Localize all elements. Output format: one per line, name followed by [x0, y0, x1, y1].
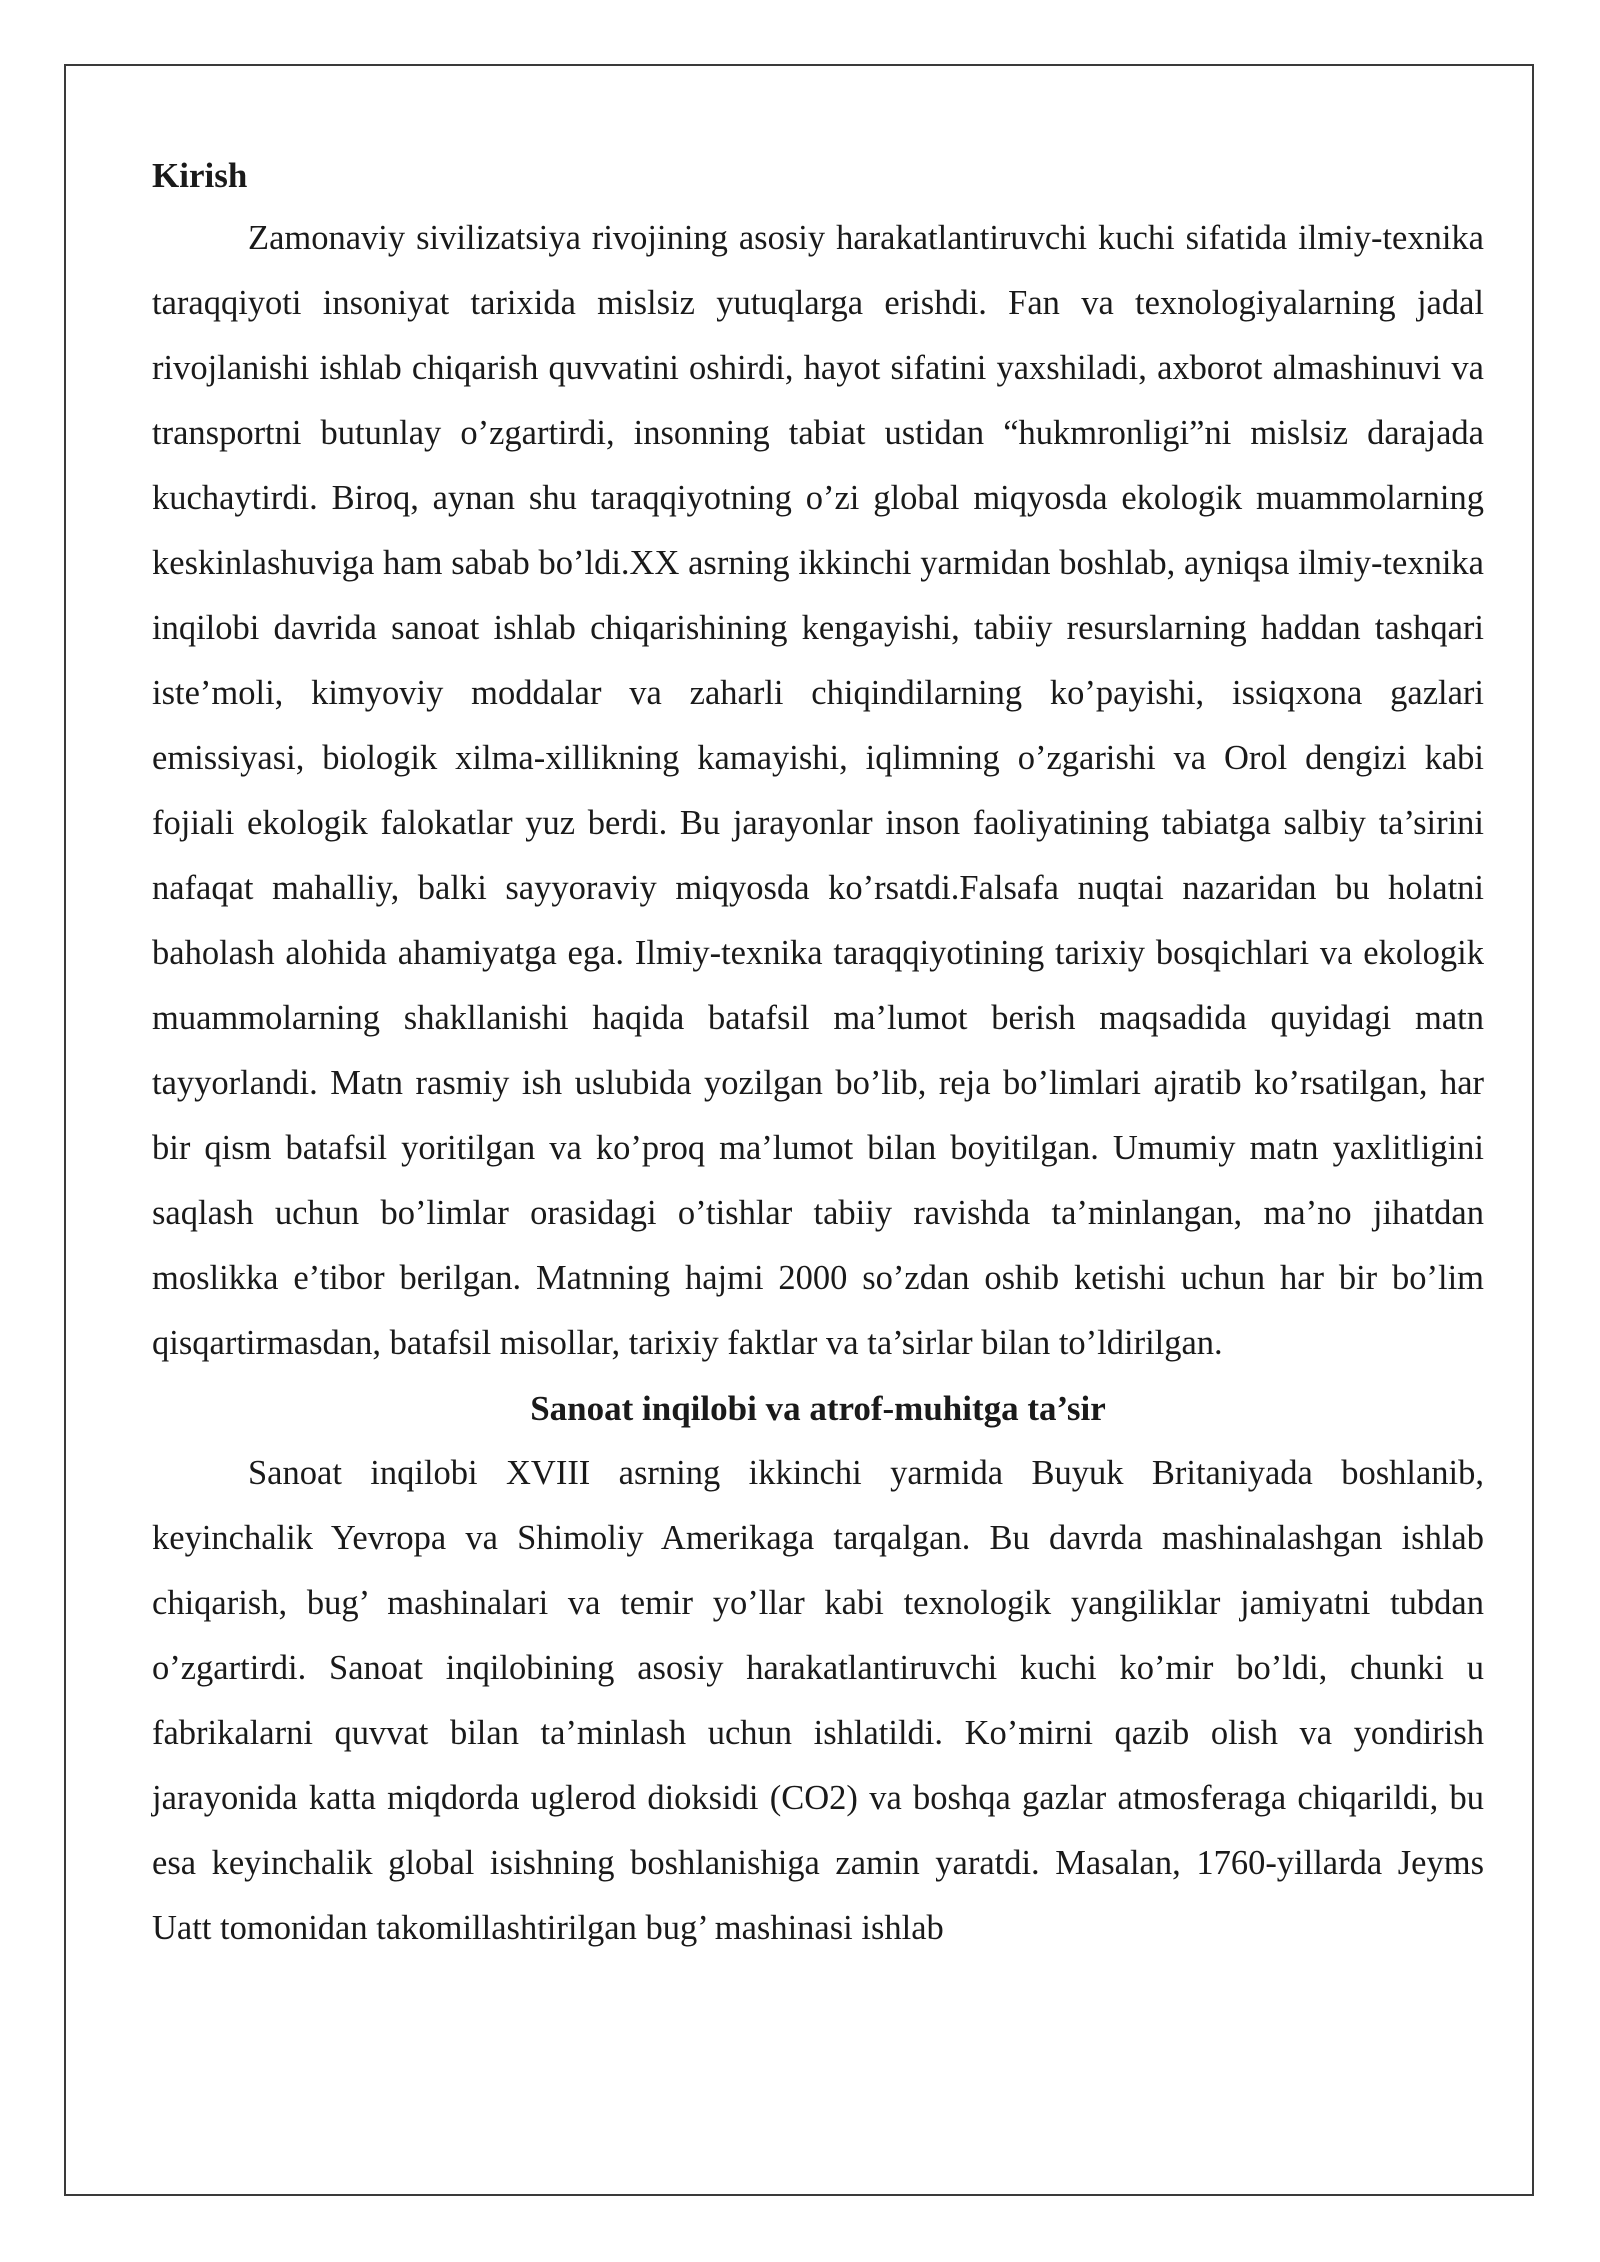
intro-paragraph: Zamonaviy sivilizatsiya rivojining asosiy harakatlantiruvchi kuchi sifatida ilmiy-texnika taraqqiyoti insoniyat tarixida mislsiz yutuqlarga erishdi. Fan va texnologiyalarning jadal rivojlanishi ishlab chiqarish quvvatini oshirdi, hayot sifatini yaxshiladi, axborot almashinuvi va transportni butunlay o’zgartirdi, insonning tabiat ustidan “hukmronligi”ni mislsiz darajada kuchaytirdi. Biroq, aynan shu taraqqiyotning o’zi global miqyosda ekologik muammolarning keskinlashuviga ham sabab bo’ldi.XX asrning ikkinchi yarmidan boshlab, ayniqsa ilmiy-texnika inqilobi davrida sanoat ishlab chiqarishining kengayishi, tabiiy resurslarning haddan tashqari iste’moli, kimyoviy moddalar va zaharli chiqindilarning ko’payishi, issiqxona gazlari emissiyasi, biologik xilma-xillikning kamayishi, iqlimning o’zgarishi va Orol dengizi kabi fojiali ekologik falokatlar yuz berdi. Bu jarayonlar inson faoliyatining tabiatga salbiy ta’sirini nafaqat mahalliy, balki sayyoraviy miqyosda ko’rsatdi.Falsafa nuqtai nazaridan bu holatni baholash alohida ahamiyatga ega. Ilmiy-texnika taraqqiyotining tarixiy bosqichlari va ekologik muammolarning shakllanishi haqida batafsil ma’lumot berish maqsadida quyidagi matn tayyorlandi. Matn rasmiy ish uslubida yozilgan bo’lib, reja bo’limlari ajratib ko’rsatilgan, har bir qism batafsil yoritilgan va ko’proq ma’lumot bilan boyitilgan. Umumiy matn yaxlitligini saqlash uchun bo’limlar orasidagi o’tishlar tabiiy ravishda ta’minlangan, ma’no jihatdan moslikka e’tibor berilgan. Matnning hajmi 2000 so’zdan oshib ketishi uchun har bir bo’lim qisqartirmasdan, batafsil misollar, tarixiy faktlar va ta’sirlar bilan to’ldirilgan.	[152, 219, 1484, 1362]
section-paragraph: Sanoat inqilobi XVIII asrning ikkinchi yarmida Buyuk Britaniyada boshlanib, keyinchalik Yevropa va Shimoliy Amerikaga tarqalgan. Bu davrda mashinalashgan ishlab chiqarish, bug’ mashinalari va temir yo’llar kabi texnologik yangiliklar jamiyatni tubdan o’zgartirdi. Sanoat inqilobining asosiy harakatlantiruvchi kuchi ko’mir bo’ldi, chunki u fabrikalarni quvvat bilan ta’minlash uchun ishlatildi. Ko’mirni qazib olish va yondirish jarayonida katta miqdorda uglerod dioksidi (CO2) va boshqa gazlar atmosferaga chiqarildi, bu esa keyinchalik global isishning boshlanishiga zamin yaratdi. Masalan, 1760-yillarda Jeyms Uatt tomonidan takomillashtirilgan bug’ mashinasi ishlab	[152, 1454, 1484, 1947]
intro-heading: Kirish	[152, 156, 248, 195]
document-body	[152, 146, 1484, 1961]
section-heading: Sanoat inqilobi va atrof-muhitga ta’sir	[530, 1389, 1106, 1428]
